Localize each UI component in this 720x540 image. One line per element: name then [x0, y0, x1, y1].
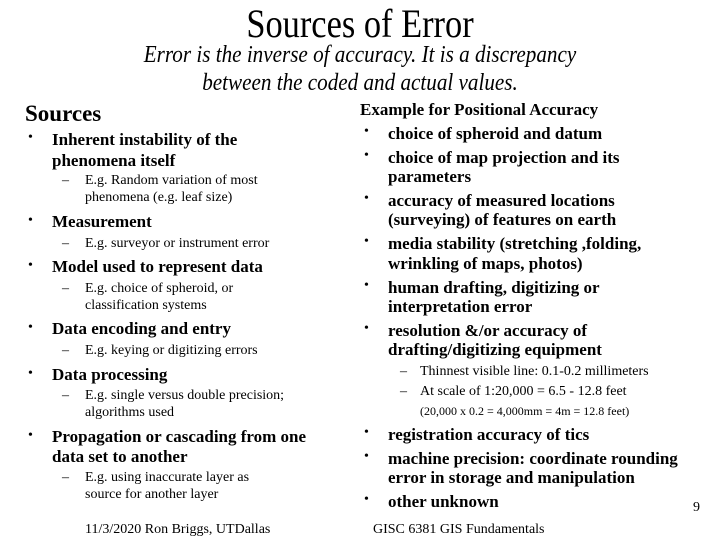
accuracy-item: error in storage and manipulation: [388, 468, 635, 487]
source-item-label: Data processing: [52, 365, 168, 384]
dash-icon: –: [62, 281, 69, 296]
source-item-label: data set to another: [52, 447, 188, 466]
slide-subtitle-line1: Error is the inverse of accuracy. It is a discrepancy: [143, 42, 577, 68]
source-item-label: Model used to represent data: [52, 257, 263, 276]
dash-icon: –: [62, 343, 69, 358]
bullet-icon: •: [364, 425, 369, 440]
source-item-example: E.g. single versus double precision;: [85, 388, 285, 403]
bullet-icon: •: [364, 191, 369, 206]
source-item-example: E.g. surveyor or instrument error: [85, 236, 270, 251]
dash-icon: –: [62, 173, 69, 188]
bullet-icon: •: [364, 321, 369, 336]
bullet-icon: •: [28, 130, 33, 145]
source-item-label: Inherent instability of the: [52, 130, 238, 149]
accuracy-item: interpretation error: [388, 297, 533, 316]
dash-icon: –: [62, 470, 69, 485]
accuracy-item: resolution &/or accuracy of: [388, 321, 588, 340]
accuracy-subitem: At scale of 1:20,000 = 6.5 - 12.8 feet: [420, 384, 627, 399]
dash-icon: –: [400, 364, 407, 379]
bullet-icon: •: [364, 449, 369, 464]
accuracy-item: choice of map projection and its: [388, 148, 620, 167]
slide-title: Sources of Error: [246, 1, 474, 46]
source-item-label: Measurement: [52, 212, 152, 231]
accuracy-item: media stability (stretching ,folding,: [388, 234, 642, 253]
accuracy-item: other unknown: [388, 492, 499, 511]
source-item-example: classification systems: [85, 298, 207, 313]
bullet-icon: •: [28, 428, 33, 443]
bullet-icon: •: [28, 366, 33, 381]
footer-left: 11/3/2020 Ron Briggs, UTDallas: [85, 522, 271, 537]
accuracy-item: wrinkling of maps, photos): [388, 254, 583, 273]
dash-icon: –: [62, 236, 69, 251]
accuracy-item: accuracy of measured locations: [388, 191, 615, 210]
page-number: 9: [693, 500, 700, 515]
bullet-icon: •: [364, 492, 369, 507]
bullet-icon: •: [28, 213, 33, 228]
source-item-example: algorithms used: [85, 405, 175, 420]
source-item-label: Data encoding and entry: [52, 319, 231, 338]
accuracy-item: choice of spheroid and datum: [388, 124, 603, 143]
sources-heading: Sources: [25, 101, 102, 126]
positional-accuracy-heading: Example for Positional Accuracy: [360, 100, 599, 119]
bullet-icon: •: [28, 320, 33, 335]
accuracy-subitem: Thinnest visible line: 0.1-0.2 millimeters: [420, 364, 649, 379]
bullet-icon: •: [364, 148, 369, 163]
accuracy-item: machine precision: coordinate rounding: [388, 449, 678, 468]
source-item-example: E.g. keying or digitizing errors: [85, 343, 258, 358]
calculation-note: (20,000 x 0.2 = 4,000mm = 4m = 12.8 feet): [420, 404, 630, 418]
source-item-example: E.g. Random variation of most: [85, 173, 258, 188]
accuracy-item: registration accuracy of tics: [388, 425, 590, 444]
accuracy-item: human drafting, digitizing or: [388, 278, 600, 297]
bullet-icon: •: [364, 278, 369, 293]
footer-right: GISC 6381 GIS Fundamentals: [373, 522, 545, 537]
bullet-icon: •: [364, 124, 369, 139]
dash-icon: –: [400, 384, 407, 399]
source-item-example: E.g. choice of spheroid, or: [85, 281, 234, 296]
source-item-label: phenomena itself: [52, 151, 176, 170]
accuracy-item: parameters: [388, 167, 472, 186]
source-item-label: Propagation or cascading from one: [52, 427, 307, 446]
source-item-example: source for another layer: [85, 487, 219, 502]
source-item-example: E.g. using inaccurate layer as: [85, 470, 250, 485]
slide-subtitle-line2: between the coded and actual values.: [202, 70, 518, 96]
bullet-icon: •: [28, 258, 33, 273]
source-item-example: phenomena (e.g. leaf size): [85, 190, 233, 205]
accuracy-item: (surveying) of features on earth: [388, 210, 617, 229]
bullet-icon: •: [364, 234, 369, 249]
dash-icon: –: [62, 388, 69, 403]
accuracy-item: drafting/digitizing equipment: [388, 340, 602, 359]
